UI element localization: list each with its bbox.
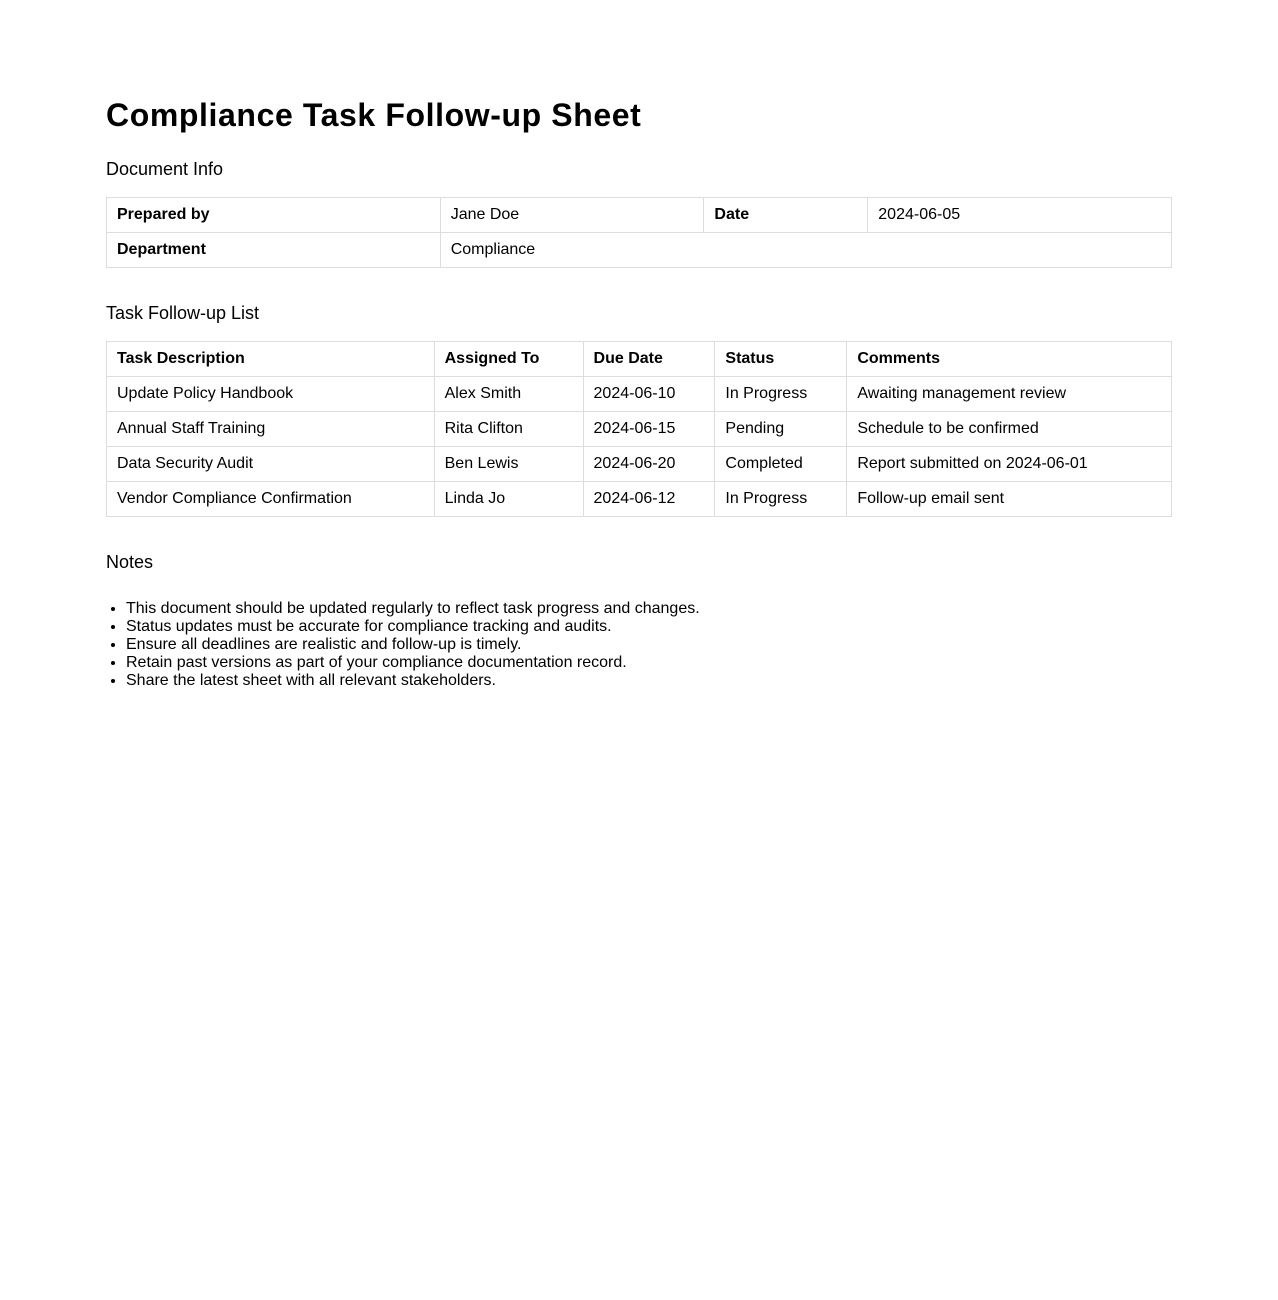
- column-header-due-date: Due Date: [583, 342, 715, 377]
- department-value: Compliance: [440, 233, 1171, 268]
- task-table: [106, 341, 1172, 517]
- assigned-to-cell: Ben Lewis: [434, 447, 583, 482]
- due-date-cell: 2024-06-12: [583, 482, 715, 517]
- list-item: • Ensure all deadlines are realistic and follow-up is timely.: [126, 636, 1172, 654]
- list-item: • This document should be updated regularly to reflect task progress and changes.: [126, 600, 1172, 618]
- due-date-cell: 2024-06-10: [583, 377, 715, 412]
- table-row: [107, 412, 1172, 447]
- date-value: 2024-06-05: [868, 198, 1172, 233]
- status-cell: Pending: [715, 412, 847, 447]
- notes-heading: Notes: [106, 552, 154, 572]
- task-description-cell: Vendor Compliance Confirmation: [107, 482, 435, 517]
- task-description-cell: Data Security Audit: [107, 447, 435, 482]
- comments-cell: Awaiting management review: [847, 377, 1172, 412]
- prepared-by-label: Prepared by: [107, 198, 441, 233]
- status-cell: In Progress: [715, 482, 847, 517]
- document-info-row: [107, 233, 1172, 268]
- list-item: • Status updates must be accurate for compliance tracking and audits.: [126, 618, 1172, 636]
- department-label: Department: [107, 233, 441, 268]
- task-description-cell: Update Policy Handbook: [107, 377, 435, 412]
- comments-cell: Report submitted on 2024-06-01: [847, 447, 1172, 482]
- task-list-heading: Task Follow-up List: [106, 303, 260, 323]
- column-header-assigned-to: Assigned To: [434, 342, 583, 377]
- task-table-header-row: [107, 342, 1172, 377]
- table-row: [107, 377, 1172, 412]
- assigned-to-cell: Alex Smith: [434, 377, 583, 412]
- task-description-cell: Annual Staff Training: [107, 412, 435, 447]
- date-label: Date: [704, 198, 868, 233]
- due-date-cell: 2024-06-20: [583, 447, 715, 482]
- prepared-by-value: Jane Doe: [440, 198, 704, 233]
- document-info-section: [106, 157, 1172, 268]
- table-row: [107, 447, 1172, 482]
- notes-list: [106, 600, 1172, 690]
- column-header-status: Status: [715, 342, 847, 377]
- comments-cell: Follow-up email sent: [847, 482, 1172, 517]
- page-title: Compliance Task Follow-up Sheet: [106, 97, 642, 133]
- column-header-comments: Comments: [847, 342, 1172, 377]
- due-date-cell: 2024-06-15: [583, 412, 715, 447]
- task-list-section: [106, 301, 1172, 517]
- assigned-to-cell: Rita Clifton: [434, 412, 583, 447]
- notes-section: [106, 550, 1172, 690]
- status-cell: In Progress: [715, 377, 847, 412]
- document-info-table: [106, 197, 1172, 268]
- status-cell: Completed: [715, 447, 847, 482]
- table-row: [107, 482, 1172, 517]
- list-item: • Retain past versions as part of your compliance documentation record.: [126, 654, 1172, 672]
- document-info-row: [107, 198, 1172, 233]
- list-item: • Share the latest sheet with all relevant stakeholders.: [126, 672, 1172, 690]
- comments-cell: Schedule to be confirmed: [847, 412, 1172, 447]
- column-header-task-description: Task Description: [107, 342, 435, 377]
- document-info-heading: Document Info: [106, 159, 224, 179]
- assigned-to-cell: Linda Jo: [434, 482, 583, 517]
